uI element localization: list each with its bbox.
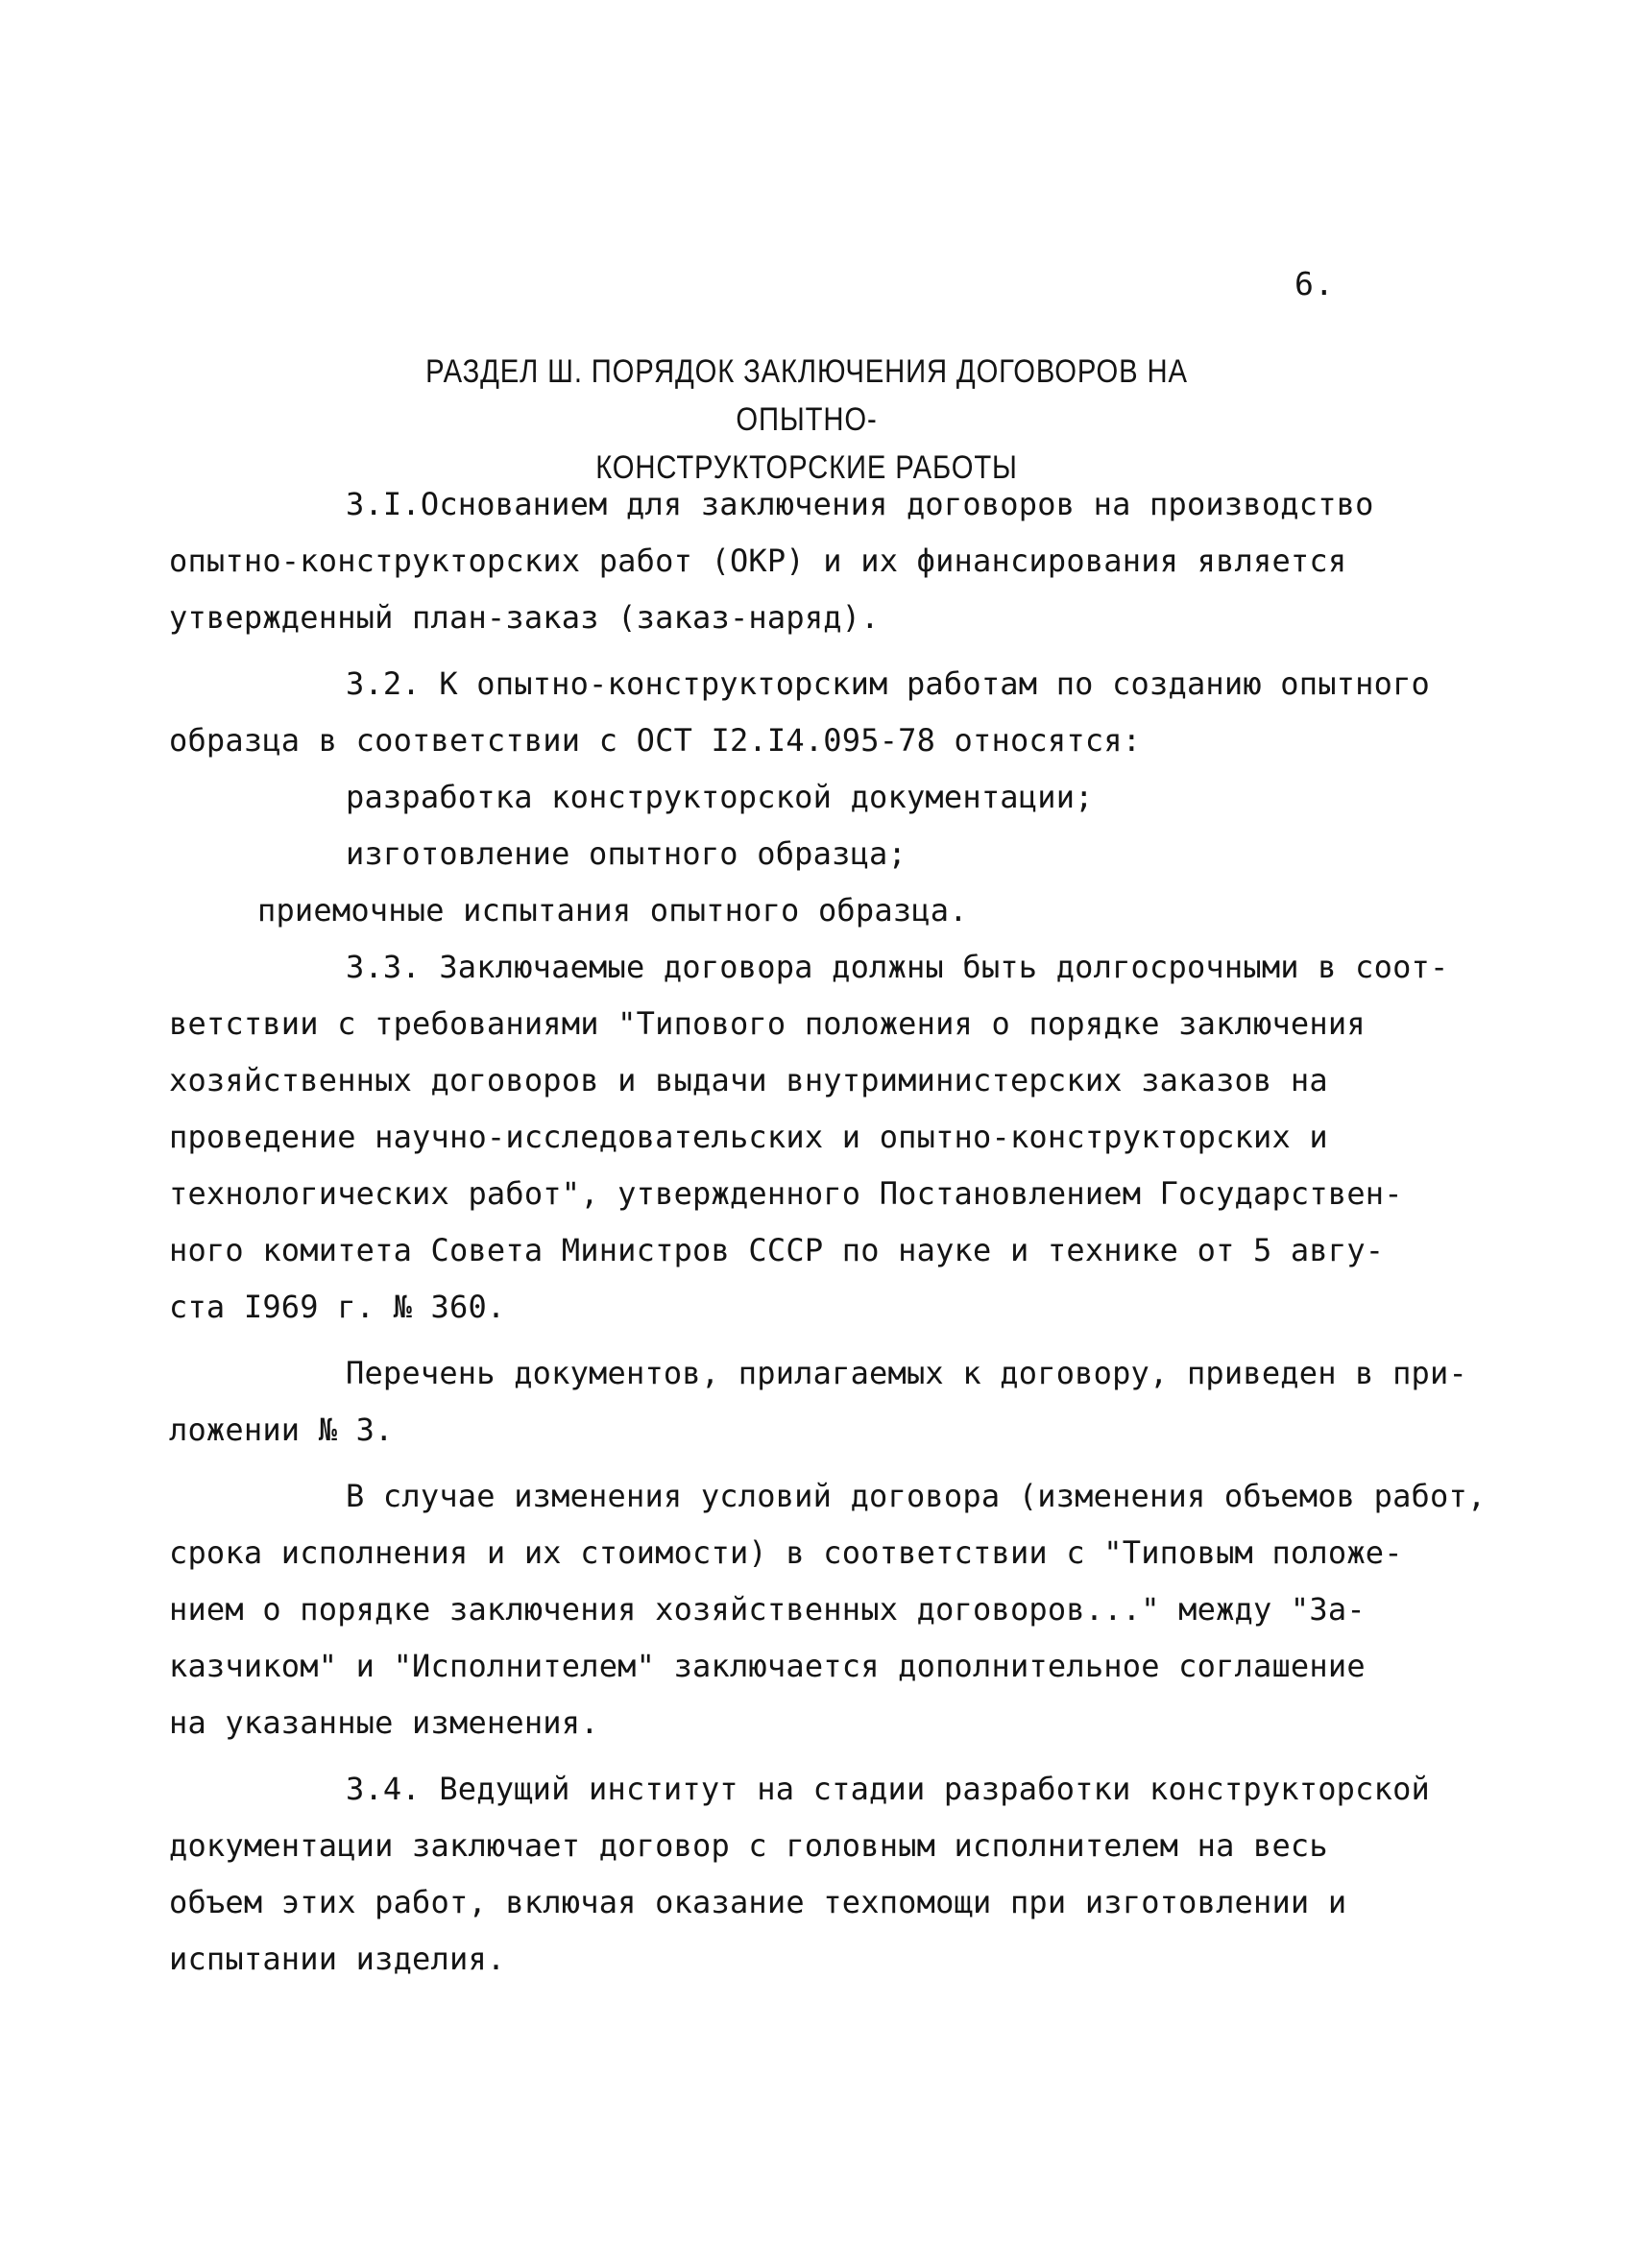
- text-line: документации заключает договор с головным исполнителем на весь: [169, 1827, 1328, 1864]
- section-heading-line-1: РАЗДЕЛ Ш. ПОРЯДОК ЗАКЛЮЧЕНИЯ ДОГОВОРОВ НА ОПЫТНО-: [425, 353, 1188, 438]
- paragraph-documents-list: [169, 1345, 1467, 1459]
- text-line: казчиком" и "Исполнителем" заключается дополнительное соглашение: [169, 1648, 1366, 1684]
- text-line: испытании изделия.: [169, 1941, 506, 1977]
- list-item: изготовление опытного образца;: [346, 835, 907, 872]
- section-heading: [361, 348, 1253, 492]
- text-line: В случае изменения условий договора (изменения объемов работ,: [346, 1478, 1487, 1514]
- text-line: 3.3. Заключаемые договора должны быть долгосрочными в соот-: [346, 949, 1449, 985]
- text-line: ложении № 3.: [169, 1411, 394, 1448]
- text-line: ветствии с требованиями "Типового положения о порядке заключения: [169, 1005, 1366, 1042]
- text-line: срока исполнения и их стоимости) в соответствии с "Типовым положе-: [169, 1534, 1403, 1571]
- paragraph-3-3: [169, 939, 1449, 1336]
- paragraph-3-1: [169, 476, 1439, 646]
- paragraph-contract-changes: [169, 1468, 1487, 1751]
- text-line: объем этих работ, включая оказание техпомощи при изготовлении и: [169, 1884, 1347, 1920]
- document-body: [169, 476, 1487, 1988]
- text-line: 3.I.Основанием для заключения договоров на производство: [346, 486, 1374, 522]
- list-item: приемочные испытания опытного образца.: [257, 892, 968, 929]
- text-line: проведение научно-исследовательских и опытно-конструкторских и: [169, 1119, 1328, 1155]
- text-line: опытно-конструкторских работ (ОКР) и их финансирования является: [169, 543, 1347, 579]
- text-line: ного комитета Совета Министров СССР по науке и технике от 5 авгу-: [169, 1232, 1385, 1268]
- list-item: разработка конструкторской документации;: [346, 779, 1094, 815]
- text-line: утвержденный план-заказ (заказ-наряд).: [169, 599, 880, 636]
- text-line: образца в соответствии с ОСТ I2.I4.095-78 относятся:: [169, 722, 1142, 759]
- section-heading-line-2: КОНСТРУКТОРСКИЕ РАБОТЫ: [595, 449, 1018, 486]
- text-line: 3.4. Ведущий институт на стадии разработки конструкторской: [346, 1771, 1431, 1807]
- text-line: 3.2. К опытно-конструкторским работам по созданию опытного: [346, 665, 1431, 702]
- text-line: нием о порядке заключения хозяйственных договоров..." между "За-: [169, 1591, 1366, 1628]
- text-line: хозяйственных договоров и выдачи внутриминистерских заказов на: [169, 1062, 1328, 1098]
- text-line: Перечень документов, прилагаемых к договору, приведен в при-: [346, 1355, 1467, 1391]
- paragraph-3-4: [169, 1761, 1439, 1988]
- paragraph-3-2: [169, 656, 1439, 769]
- text-line: ста I969 г. № 360.: [169, 1289, 506, 1325]
- text-line: на указанные изменения.: [169, 1704, 599, 1741]
- text-line: технологических работ", утвержденного Постановлением Государствен-: [169, 1175, 1403, 1212]
- page-number: 6.: [1294, 265, 1335, 302]
